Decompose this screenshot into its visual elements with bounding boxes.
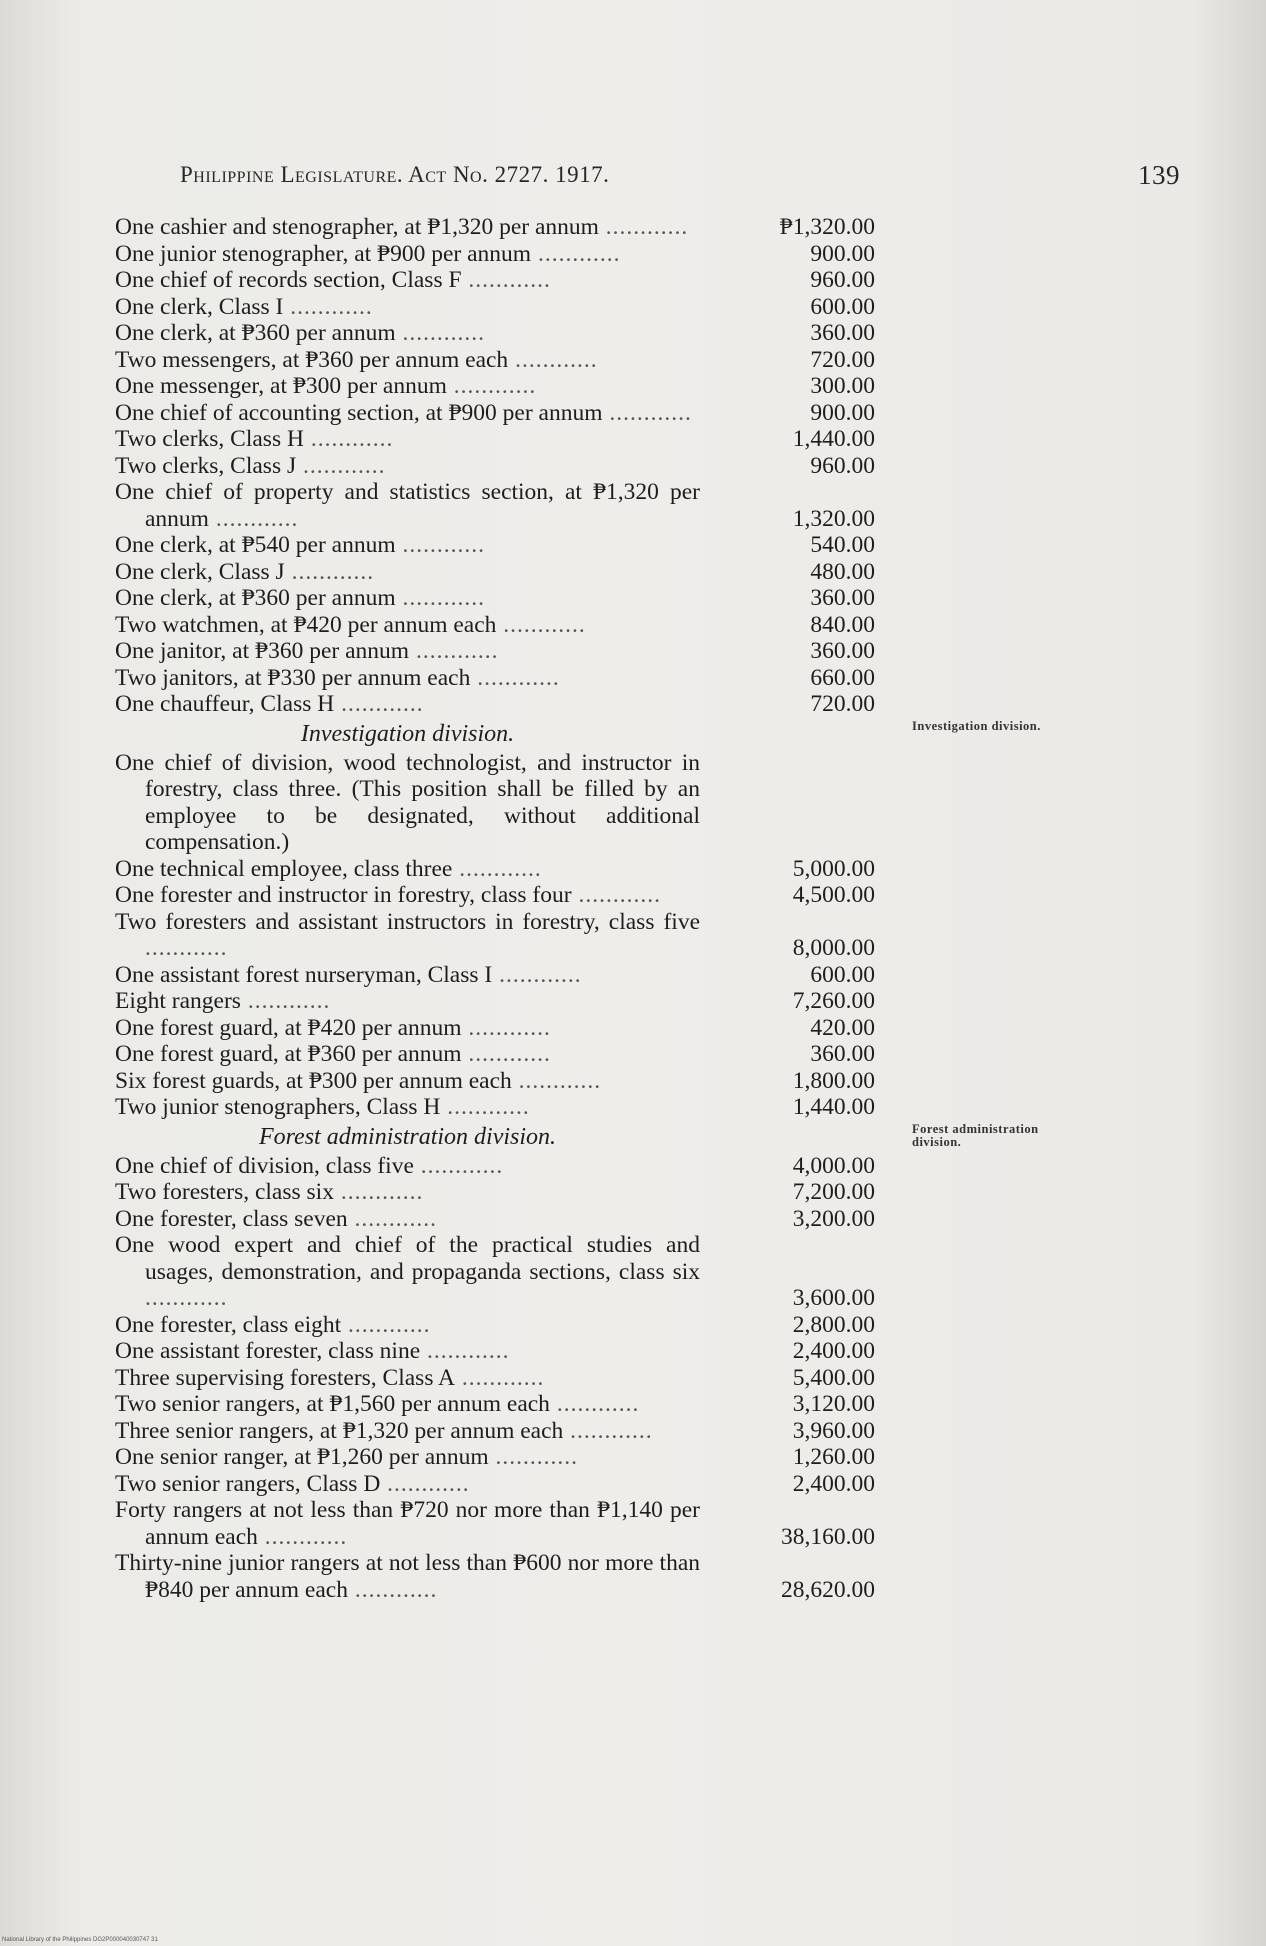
item-amount: 1,260.00	[792, 1444, 875, 1470]
item-description	[115, 1550, 700, 1603]
item-amount: 1,800.00	[792, 1067, 875, 1094]
item-text: One forester, class eight	[115, 1311, 342, 1338]
item-description	[115, 1365, 700, 1392]
item-text: One clerk, Class J	[115, 558, 285, 585]
item-text: One forester and instructor in forestry, class four	[115, 882, 572, 908]
item-amount: 38,160.00	[781, 1523, 875, 1550]
item-text: One chief of property and statistics section, at ₱1,320 per annum	[115, 479, 700, 532]
item-description	[115, 241, 700, 268]
item-description	[115, 1068, 700, 1095]
item-text: Two junior stenographers, Class H	[115, 1094, 441, 1120]
item-description	[115, 882, 700, 909]
item-amount: 28,620.00	[781, 1576, 875, 1603]
section-heading: Investigation division.	[300, 720, 515, 747]
dot-leader: ............	[598, 214, 689, 240]
table-row	[115, 1444, 915, 1471]
dot-leader: ............	[395, 585, 485, 611]
item-amount: 300.00	[810, 373, 875, 399]
item-amount: 960.00	[810, 452, 875, 479]
table-row	[115, 1497, 915, 1550]
dot-leader: ............	[461, 267, 551, 293]
section-heading: Forest administration division.	[258, 1123, 557, 1150]
table-row	[115, 294, 915, 321]
item-amount: 360.00	[810, 585, 875, 611]
item-description	[115, 320, 700, 347]
item-text: One chauffeur, Class H	[115, 691, 335, 717]
table-row	[115, 750, 915, 856]
item-text: Two foresters, class six	[115, 1179, 334, 1205]
item-text: One senior ranger, at ₱1,260 per annum	[115, 1444, 489, 1470]
item-amount: 3,600.00	[792, 1285, 875, 1311]
item-text: One forest guard, at ₱420 per annum	[115, 1014, 462, 1041]
table-row	[115, 241, 915, 268]
item-description	[115, 532, 700, 559]
table-row	[115, 1206, 915, 1233]
item-amount: 5,400.00	[792, 1364, 875, 1391]
table-row	[115, 691, 915, 718]
item-description	[115, 612, 700, 639]
item-text: One junior stenographer, at ₱900 per annum	[115, 240, 532, 267]
dot-leader: ............	[571, 882, 661, 908]
item-amount: 960.00	[810, 267, 875, 293]
item-description	[115, 214, 700, 241]
item-description	[115, 691, 700, 718]
dot-leader: ............	[395, 320, 485, 346]
table-row	[115, 612, 915, 639]
table-row	[115, 453, 915, 480]
table-row	[115, 638, 915, 665]
item-description	[115, 426, 700, 453]
dot-leader: ............	[413, 1152, 504, 1179]
dot-leader: ............	[303, 426, 394, 452]
dot-leader: ............	[420, 1338, 510, 1364]
table-row	[115, 988, 915, 1015]
table-row	[115, 962, 915, 989]
item-amount: 3,120.00	[792, 1391, 875, 1417]
dot-leader: ............	[145, 1285, 228, 1311]
item-description	[115, 1497, 700, 1550]
dot-leader: ............	[531, 240, 621, 267]
item-amount: 720.00	[810, 346, 875, 373]
item-text: One clerk, Class I	[115, 293, 284, 320]
dot-leader: ............	[347, 1205, 438, 1232]
item-amount: 8,000.00	[792, 935, 875, 961]
table-row	[115, 909, 915, 962]
item-text: Three supervising foresters, Class A	[115, 1364, 456, 1391]
item-text: One technical employee, class three	[115, 855, 453, 882]
dot-leader: ............	[283, 293, 373, 320]
item-amount: 900.00	[810, 399, 875, 426]
item-description	[115, 347, 700, 374]
item-text: Forty rangers at not less than ₱720 nor more than ₱1,140 per annum each	[115, 1497, 700, 1550]
item-description	[115, 1338, 700, 1365]
appropriation-list	[115, 214, 1041, 1603]
dot-leader: ............	[145, 935, 228, 961]
dot-leader: ............	[455, 1364, 545, 1391]
item-description	[115, 962, 700, 989]
table-row	[115, 373, 915, 400]
item-amount: 7,200.00	[792, 1179, 875, 1205]
item-text: Two messengers, at ₱360 per annum each	[115, 346, 509, 373]
item-amount: 600.00	[810, 293, 875, 320]
item-text: Two senior rangers, Class D	[115, 1470, 381, 1497]
item-text: One cashier and stenographer, at ₱1,320 per annum	[115, 214, 599, 240]
item-description	[115, 1206, 700, 1233]
item-text: One clerk, at ₱360 per annum	[115, 320, 396, 346]
item-description	[115, 559, 700, 586]
item-description	[115, 638, 700, 665]
item-amount: 1,440.00	[792, 426, 875, 452]
item-text: Eight rangers	[115, 988, 241, 1014]
table-row	[115, 559, 915, 586]
item-description	[115, 294, 700, 321]
table-row	[115, 426, 915, 453]
table-row	[115, 1094, 915, 1121]
dot-leader: ............	[380, 1470, 470, 1497]
item-description	[115, 750, 700, 856]
item-amount: 540.00	[810, 532, 875, 558]
item-amount: 600.00	[810, 961, 875, 988]
item-description	[115, 988, 700, 1015]
item-description	[115, 1418, 700, 1445]
table-row	[115, 1338, 915, 1365]
running-title: Philippine Legislature. Act No. 2727. 1917.	[180, 162, 610, 187]
item-description	[115, 1232, 700, 1312]
item-description	[115, 585, 700, 612]
item-amount: 1,440.00	[792, 1094, 875, 1120]
item-amount: 360.00	[810, 638, 875, 664]
dot-leader: ............	[284, 558, 375, 585]
item-text: Thirty-nine junior rangers at not less than ₱600 nor more than ₱840 per annum each	[115, 1550, 700, 1603]
item-text: One forester, class seven	[115, 1205, 348, 1232]
item-amount: ₱1,320.00	[779, 214, 875, 240]
table-row	[115, 1471, 915, 1498]
item-amount: 3,200.00	[792, 1205, 875, 1232]
item-amount: 480.00	[810, 558, 875, 585]
item-amount: 420.00	[810, 1014, 875, 1041]
dot-leader: ............	[602, 399, 692, 426]
table-row	[115, 856, 915, 883]
item-text: Six forest guards, at ₱300 per annum each	[115, 1067, 512, 1094]
item-text: Three senior rangers, at ₱1,320 per annum each	[115, 1417, 564, 1444]
item-amount: 360.00	[810, 320, 875, 346]
item-text: One chief of division, class five	[115, 1152, 414, 1179]
dot-leader: ............	[257, 1523, 348, 1550]
item-description	[115, 1179, 700, 1206]
item-amount: 660.00	[810, 664, 875, 691]
dot-leader: ............	[333, 1179, 424, 1205]
item-text: One chief of records section, Class F	[115, 267, 462, 293]
item-text: One clerk, at ₱540 per annum	[115, 532, 396, 558]
item-text: One forest guard, at ₱360 per annum	[115, 1041, 462, 1067]
page-number: 139	[1138, 160, 1180, 190]
table-row	[115, 1365, 915, 1392]
table-row	[115, 400, 915, 427]
item-text: One chief of accounting section, at ₱900 per annum	[115, 399, 603, 426]
item-amount: 4,500.00	[792, 882, 875, 908]
table-row	[115, 1550, 915, 1603]
item-description	[115, 1153, 700, 1180]
item-text: Two clerks, Class H	[115, 426, 304, 452]
table-row	[115, 1312, 915, 1339]
table-row	[115, 882, 915, 909]
item-description	[115, 400, 700, 427]
item-description	[115, 453, 700, 480]
item-description	[115, 1015, 700, 1042]
section-heading-row	[115, 718, 1041, 750]
item-amount: 2,400.00	[792, 1470, 875, 1497]
table-row	[115, 267, 915, 294]
item-amount: 5,000.00	[792, 855, 875, 882]
item-amount: 2,400.00	[792, 1338, 875, 1364]
item-description	[115, 1444, 700, 1471]
dot-leader: ............	[563, 1417, 653, 1444]
item-amount: 900.00	[810, 240, 875, 267]
item-amount: 7,260.00	[792, 988, 875, 1014]
item-amount: 840.00	[810, 611, 875, 638]
dot-leader: ............	[240, 988, 331, 1014]
table-row	[115, 1068, 915, 1095]
table-row	[115, 479, 915, 532]
dot-leader: ............	[452, 855, 542, 882]
item-amount: 1,320.00	[792, 505, 875, 532]
table-row	[115, 1153, 915, 1180]
item-description	[115, 373, 700, 400]
section-heading-row	[115, 1121, 1039, 1153]
table-row	[115, 347, 915, 374]
table-row	[115, 320, 915, 347]
dot-leader: ............	[549, 1391, 640, 1417]
item-amount: 4,000.00	[792, 1152, 875, 1179]
item-text: Two clerks, Class J	[115, 452, 297, 479]
item-text: Two foresters and assistant instructors in forestry, class five	[115, 908, 700, 935]
table-row	[115, 1232, 915, 1312]
item-text: Two janitors, at ₱330 per annum each	[115, 664, 471, 691]
item-text: One messenger, at ₱300 per annum	[115, 373, 447, 399]
scan-footer: National Library of the Philippines DG2P000040030747 31	[2, 1937, 158, 1943]
item-text: One clerk, at ₱360 per annum	[115, 585, 396, 611]
dot-leader: ............	[208, 505, 299, 532]
table-row	[115, 214, 915, 241]
item-description	[115, 267, 700, 294]
item-description	[115, 909, 700, 962]
dot-leader: ............	[341, 1311, 431, 1338]
item-description	[115, 1471, 700, 1498]
dot-leader: ............	[347, 1576, 438, 1603]
dot-leader: ............	[492, 961, 582, 988]
dot-leader: ............	[395, 532, 485, 558]
table-row	[115, 1179, 915, 1206]
item-text: One wood expert and chief of the practical studies and usages, demonstration, and propaganda sections, class six	[115, 1232, 700, 1285]
item-text: One chief of division, wood technologist, and instructor in forestry, class three. (This position shall be filled by an employee to be designated, without additional compensation.)	[115, 749, 700, 855]
table-row	[115, 1391, 915, 1418]
item-text: One janitor, at ₱360 per annum	[115, 638, 410, 664]
item-amount: 2,800.00	[792, 1311, 875, 1338]
table-row	[115, 1041, 915, 1068]
dot-leader: ............	[508, 346, 598, 373]
item-text: One assistant forest nurseryman, Class I	[115, 961, 493, 988]
item-description	[115, 1391, 700, 1418]
dot-leader: ............	[409, 638, 499, 664]
item-text: One assistant forester, class nine	[115, 1338, 421, 1364]
item-text: Two senior rangers, at ₱1,560 per annum each	[115, 1391, 550, 1417]
item-description	[115, 1094, 700, 1121]
dot-leader: ............	[440, 1094, 530, 1120]
dot-leader: ............	[446, 373, 537, 399]
item-amount: 360.00	[810, 1041, 875, 1067]
item-description	[115, 665, 700, 692]
dot-leader: ............	[496, 611, 586, 638]
table-row	[115, 1015, 915, 1042]
dot-leader: ............	[334, 691, 424, 717]
item-text: Two watchmen, at ₱420 per annum each	[115, 611, 497, 638]
item-description	[115, 479, 700, 532]
dot-leader: ............	[488, 1444, 579, 1470]
dot-leader: ............	[470, 664, 560, 691]
dot-leader: ............	[461, 1041, 551, 1067]
margin-note: Investigation division.	[912, 718, 1041, 733]
dot-leader: ............	[296, 452, 386, 479]
dot-leader: ............	[461, 1014, 551, 1041]
table-row	[115, 585, 915, 612]
item-amount: 720.00	[810, 691, 875, 717]
running-head	[180, 162, 1180, 188]
item-description	[115, 1312, 700, 1339]
item-amount: 3,960.00	[792, 1417, 875, 1444]
margin-note: Forest administration division.	[912, 1121, 1039, 1149]
table-row	[115, 532, 915, 559]
table-row	[115, 1418, 915, 1445]
item-description	[115, 856, 700, 883]
table-row	[115, 665, 915, 692]
item-description	[115, 1041, 700, 1068]
dot-leader: ............	[511, 1067, 602, 1094]
